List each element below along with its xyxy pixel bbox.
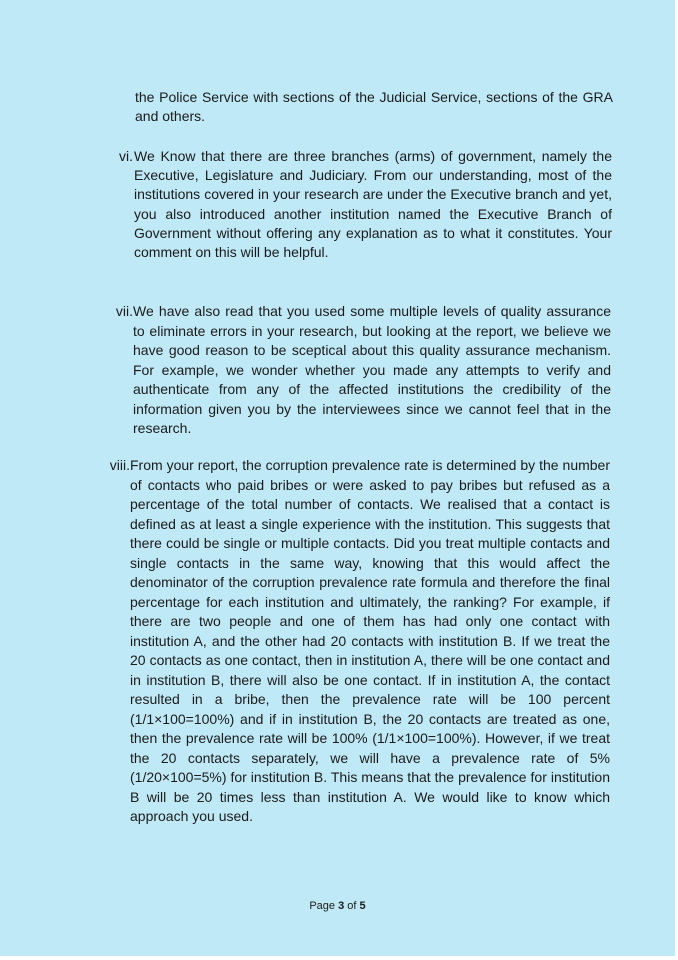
page-number: 3 — [338, 900, 345, 912]
intro-paragraph: the Police Service with sections of the Judicial Service, sections of the GRA and others. — [135, 89, 613, 125]
item-numeral: vi. — [119, 148, 133, 164]
page-label: Page — [309, 900, 336, 912]
page-footer — [0, 900, 675, 912]
item-paragraph: We have also read that you used some multiple levels of quality assurance to eliminate errors in your research, but looking at the report, we believe we have good reason to be sceptical about this quality assurance mechanism. For example, we wonder whether you made any attempts to verify and authenticate from any of the affected institutions the credibility of the information given you by the interviewees since we cannot feel that in the research. — [133, 303, 611, 436]
page-total: 5 — [359, 900, 366, 912]
of-label: of — [347, 900, 357, 912]
item-paragraph: From your report, the corruption prevalence rate is determined by the number of contacts who paid bribes or were asked to pay bribes but refused as a percentage of the total number of contacts. We realised that a contact is defined as at least a single experience with the institution. This suggests that there could be single or multiple contacts. Did you treat multiple contacts and single contacts in the same way, knowing that this would affect the denominator of the corruption prevalence rate formula and therefore the final percentage for each institution and ultimately, the ranking? For example, if there are two people and one of them has had only one contact with institution A, and the other had 20 contacts with institution B. If we treat the 20 contacts as one contact, then in institution A, there will be one contact and in institution B, there will also be one contact. If in institution A, the contact resulted in a bribe, then the prevalence rate will be 100 percent (1/1×100=100%) and if in institution B, the 20 contacts are treated as one, then the prevalence rate will be 100% (1/1×100=100%). However, if we treat the 20 contacts separately, we will have a prevalence rate of 5% (1/20×100=5%) for institution B. This means that the prevalence for institution B will be 20 times less than institution A. We would like to know which approach you used. — [130, 457, 610, 824]
item-numeral: viii. — [109, 457, 130, 473]
item-paragraph: We Know that there are three branches (arms) of government, namely the Executive, Legislature and Judiciary. From our understanding, most of the institutions covered in your research are under the Executive branch and yet, you also introduced another institution named the Executive Branch of Government without offering any explanation as to what it constitutes. Your comment on this will be helpful. — [134, 148, 612, 261]
item-numeral: vii. — [115, 303, 133, 319]
